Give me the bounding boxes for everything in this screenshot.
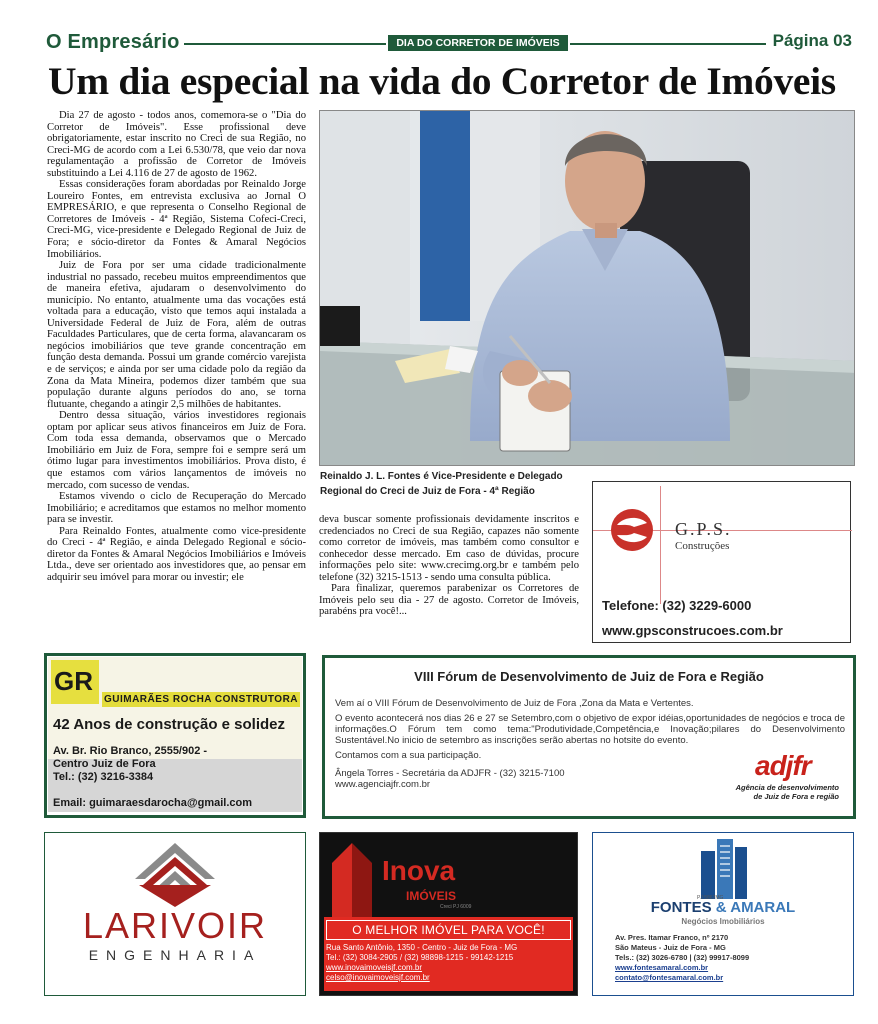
inova-imoveis-ad [319,832,578,996]
larivoir-ad [44,832,306,996]
larivoir-name: LARIVOIR [82,905,268,946]
article-column-2 [319,514,579,642]
inova-phones: Tel.: (32) 3084-2905 / (32) 98898-1215 - 99142-1215 [326,953,514,962]
inova-site[interactable]: www.inovaimoveisjf.com.br [326,963,423,972]
forum-signature: Ângela Torres - Secretária da ADJFR - (32) 3215-7100 [335,768,565,779]
guimaraes-tagline-text: Anos de construção e solidez [73,716,286,733]
fontes-site[interactable]: www.fontesamaral.com.br [615,963,709,972]
adjfr-tagline [699,783,839,801]
publication-brand: O Empresário [46,31,180,53]
inova-creci: Creci PJ 6009 [440,904,472,910]
article-paragraph: Dia 27 de agosto - todos anos, comemora-se o "Dia do Corretor de Imóveis". Esse profissional deve obrigatoriamente, estar inscrito no Creci de sua Região, no Creci-MG de acordo com a Lei 6.530/78, que veio dar nova regulamentação a profissão de Corretor de Imóveis substituindo a Lei 4.116 de 27 de agosto de 1962. [47,110,306,179]
forum-paragraph: Contamos com a sua participação. [335,750,482,761]
adjfr-tagline-line: Agência de desenvolvimento [735,783,839,792]
forum-paragraph: O evento acontecerá nos dias 26 e 27 se Setembro,com o objetivo de expor idéias,oportunidades de negócios e troca de informações.O Fórum tem como tema:"Produtividade,Competência,e Inovação;pilares do Desenvolvimento Sustentável.No inicio de setembro as inscrições serão abertas no hotsite do evento. [335,713,845,746]
inova-name: Inova [382,855,456,886]
photo-reinaldo-fontes [319,110,855,466]
header-rule-left [184,43,386,45]
inova-contacts [324,940,573,983]
headline: Um dia especial na vida do Corretor de Imóveis [48,59,836,103]
gps-guide-line [660,486,661,604]
section-label: DIA DO CORRETOR DE IMÓVEIS [388,35,568,51]
gps-site[interactable]: www.gpsconstrucoes.com.br [602,623,783,638]
guimaraes-rocha-ad [44,653,306,818]
inova-subtitle: IMÓVEIS [406,889,457,903]
inova-slogan: O MELHOR IMÓVEL PARA VOCÊ! [326,920,571,940]
fontes-phones: Tels.: (32) 3026-6780 | (32) 99917-8099 [615,953,750,962]
photo-caption-line: Reinaldo J. L. Fontes é Vice-Presidente e Delegado [320,471,563,482]
gps-construcoes-ad [592,481,851,643]
guimaraes-phone: Tel.: (32) 3216-3384 [53,771,154,783]
larivoir-subtitle: ENGENHARIA [88,947,262,963]
fontes-amaral-ad [592,832,854,996]
fontes-name [593,899,853,916]
fontes-address-line: Av. Pres. Itamar Franco, nº 2170 [615,933,729,942]
forum-paragraph: Vem aí o VIII Fórum de Desenvolvimento de Juiz de Fora ,Zona da Mata e Vertentes. [335,698,694,709]
photo-illustration [320,111,855,466]
photo-caption [320,469,590,499]
fontes-pj: PJ 5867MG [697,895,724,901]
photo-caption-line: Regional do Creci de Juiz de Fora - 4ª Região [320,486,535,497]
inova-building-icon [328,839,376,919]
article-paragraph: Para Reinaldo Fontes, atualmente como vice-presidente do Creci - 4ª Região, e ainda Delegado Regional e sócio-diretor da Fontes & Amaral Negócios Imobiliários e Imóveis Ltda., deve ser orientado aos investidores que, ao pensar em adquirir seu imóvel para morar ou investir; ele [47,525,306,583]
article-paragraph: Estamos vivendo o ciclo de Recuperação do Mercado Imobiliário; e acreditamos que estamos no melhor momento para se investir. [47,491,306,526]
gps-name: G.P.S. [675,519,732,539]
guimaraes-banner: GUIMARÃES ROCHA CONSTRUTORA [103,694,299,705]
svg-text:GR: GR [54,666,93,696]
forum-announcement [322,655,856,819]
article-paragraph: Para finalizar, queremos parabenizar os Corretores de Imóveis pelo seu dia - 27 de agosto. Corretor de Imóveis, parabéns pra você!... [319,583,579,618]
gps-subtitle: Construções [675,540,730,552]
guimaraes-address [53,745,207,784]
guimaraes-years: 42 [53,716,70,733]
inova-address: Rua Santo Antônio, 1350 - Centro - Juiz de Fora - MG [326,943,518,952]
forum-site[interactable]: www.agenciajfr.com.br [335,779,431,790]
guimaraes-address-line: Av. Br. Rio Branco, 2555/902 - [53,745,208,757]
fontes-subtitle: Negócios Imobiliários [681,917,765,926]
inova-email[interactable]: celso@inovaimoveisjf.com.br [326,973,430,982]
gps-phone: Telefone: (32) 3229-6000 [602,598,752,613]
larivoir-logo-icon [133,841,217,909]
guimaraes-email[interactable]: Email: guimaraesdarocha@gmail.com [53,797,253,809]
page-number: Página 03 [772,31,852,50]
fontes-name-part: AMARAL [730,899,796,916]
article-paragraph: Essas considerações foram abordadas por Reinaldo Jorge Loureiro Fontes, em entrevista exclusiva ao Jornal O EMPRESÁRIO, e que representa o Conselho Regional de Corretores de Imóveis - 4ª Região, Sistema Cofeci-Creci, Creci-MG, vice-presidente e Delegado Regional de Juiz de Fora; e sócio-diretor da Fontes & Amaral Negócios Imobiliários. [47,179,306,260]
guimaraes-logo-icon [51,660,99,704]
fontes-email[interactable]: contato@fontesamaral.com.br [615,973,724,982]
gps-logo-icon [609,507,655,553]
fontes-name-part: FONTES [650,899,712,916]
adjfr-logo: adjfr [755,750,811,781]
guimaraes-address-line: Centro Juiz de Fora [53,758,156,770]
article-paragraph: Dentro dessa situação, vários investidores regionais optam por aplicar seus ativos financeiros em Juiz de Fora. Com toda essa demanda, observamos que o Mercado Imobiliário em Juiz de Fora, sempre foi e sempre será um ótimo lugar para investimentos imobiliários. Prova disto, é que estamos com vários lançamentos de imóveis no mercado, com sucesso de vendas. [47,410,306,491]
fontes-contacts [615,933,749,983]
article-paragraph: deva buscar somente profissionais devidamente inscritos e credenciados no Creci de sua Região, capazes não somente como corretor de imóveis, mas também como consultor e conhecedor desse mercado. Em caso de dúvidas, procure informações pelo site: www.crecimg.org.br e também pelo telefone (32) 3215-1513 - sendo uma consulta pública. [319,514,579,583]
fontes-address-line: São Mateus - Juiz de Fora - MG [615,943,726,952]
inova-info-panel [324,917,573,991]
article-column-1 [47,110,306,642]
article-paragraph: Juiz de Fora por ser uma cidade tradicionalmente industrial no passado, recebeu muitos empreendimentos que de maneira efetiva, ajudaram o desenvolvimento do município. No entanto, atualmente uma das vocações está voltada para a educação, visto que temos aqui instalada a Universidade Federal de Juiz de Fora, além de outras Faculdades Particulares, que de certa forma, alavancaram os negócios imobiliários que teve grande concentração em função desta demanda. Possui um grande comércio varejista e de serviços; e ainda por ser uma cidade polo da região da Zona da Mata Mineira, podemos dizer também que sua população durante alguns períodos do ano, se torna flutuante, chegando a atingir 2,5 milhões de habitantes. [47,260,306,410]
guimaraes-tagline [53,716,285,733]
fontes-ampersand: & [715,899,727,916]
header-rule-right [570,43,766,45]
adjfr-tagline-line: de Juiz de Fora e região [753,792,839,801]
forum-title: VIII Fórum de Desenvolvimento de Juiz de Fora e Região [414,669,764,684]
fontes-building-icon [697,837,751,899]
